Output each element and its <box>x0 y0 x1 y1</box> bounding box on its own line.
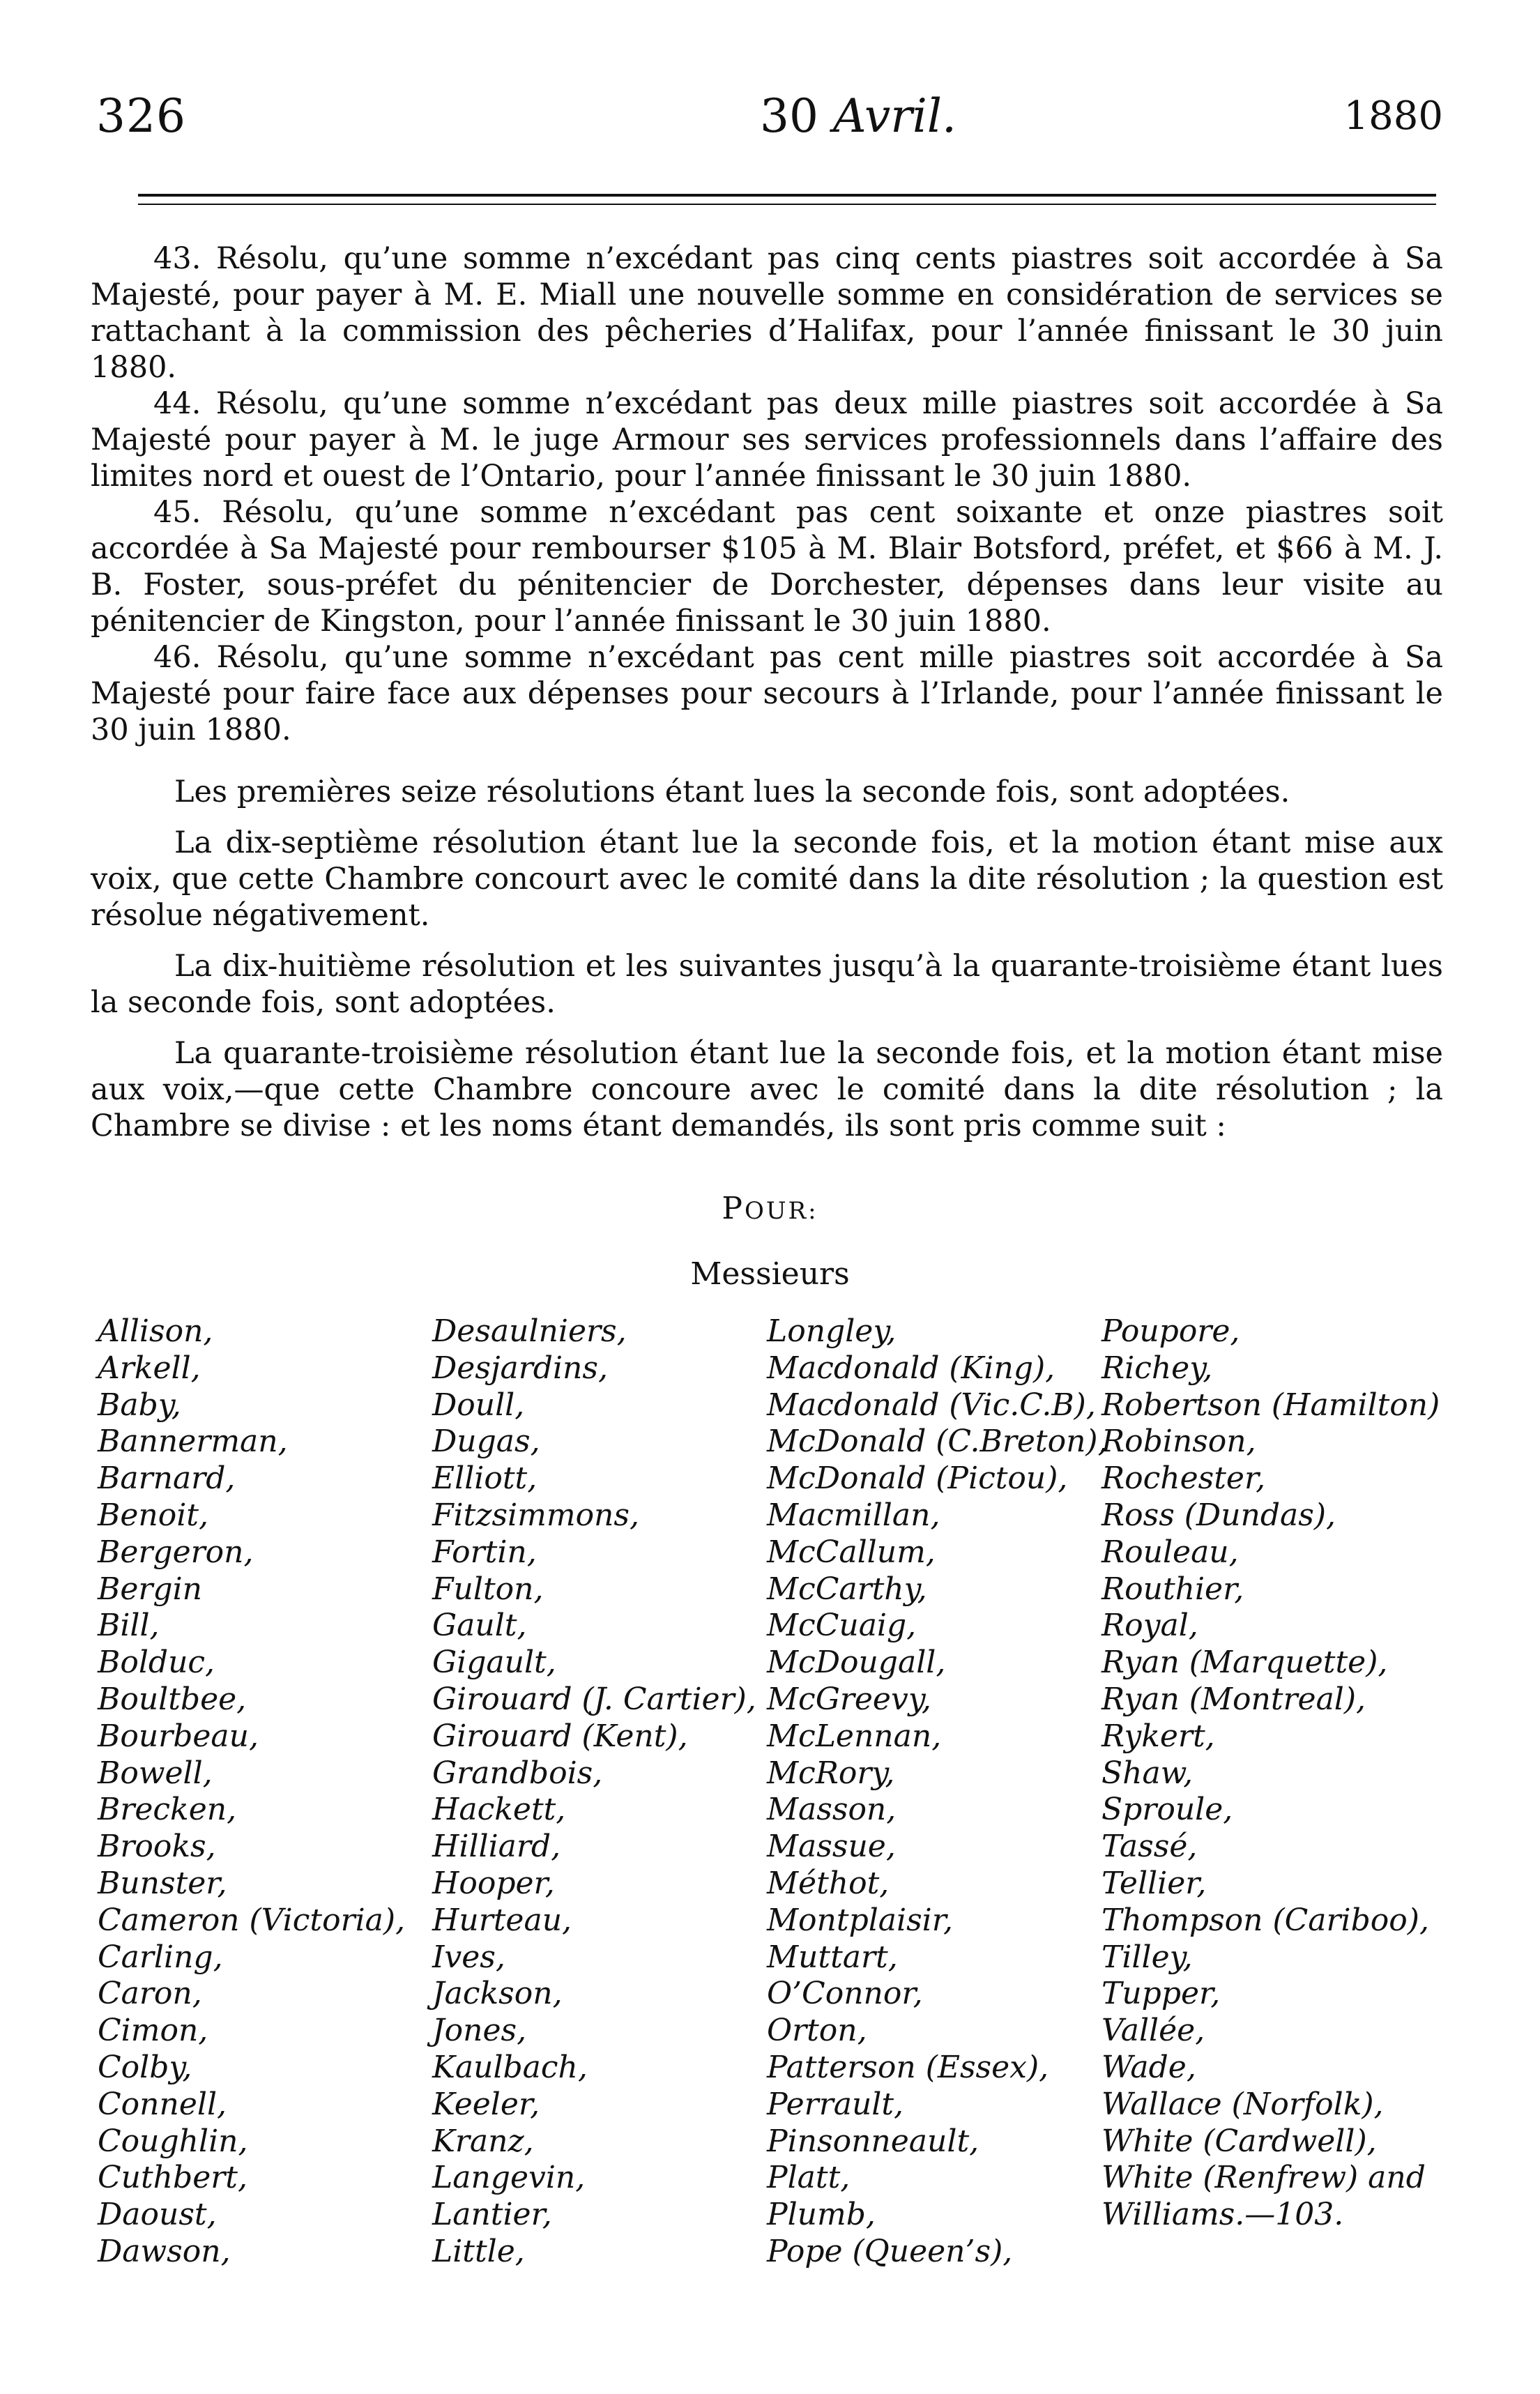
paragraph-first-sixteen: Les premières seize résolutions étant lues la seconde fois, sont adoptées. <box>174 775 1290 809</box>
vote-heading-initial: P <box>722 1191 745 1226</box>
vote-heading-pour <box>0 1191 1540 1226</box>
vote-name: Pope (Queen’s), <box>767 2233 1013 2269</box>
vote-name: Plumb, <box>767 2197 876 2233</box>
vote-name: Ryan (Marquette), <box>1101 1645 1388 1681</box>
names-column-2 <box>432 1313 756 2271</box>
vote-name: Hurteau, <box>432 1902 572 1938</box>
vote-name: Rochester, <box>1101 1461 1266 1497</box>
vote-name: Pinsonneault, <box>767 2123 979 2159</box>
vote-name: Tilley, <box>1101 1939 1193 1975</box>
vote-name: Bowell, <box>98 1755 213 1791</box>
vote-name: Robinson, <box>1101 1424 1256 1460</box>
vote-name: Méthot, <box>767 1865 890 1901</box>
vote-name: Royal, <box>1101 1608 1198 1644</box>
header-rule-thin <box>138 204 1436 205</box>
vote-name: Ross (Dundas), <box>1101 1497 1336 1533</box>
vote-name: Brecken, <box>98 1792 237 1828</box>
vote-name: Tupper, <box>1101 1976 1221 2012</box>
vote-name: Tassé, <box>1101 1829 1198 1865</box>
vote-name: Hilliard, <box>432 1829 561 1865</box>
vote-name: Fortin, <box>432 1534 537 1570</box>
vote-name: Macmillan, <box>767 1497 940 1533</box>
vote-name: Rykert, <box>1101 1718 1215 1754</box>
vote-name: Coughlin, <box>98 2123 248 2159</box>
vote-name: Benoit, <box>98 1497 208 1533</box>
vote-name: McDonald (Pictou), <box>767 1461 1068 1497</box>
paragraph-forty-third: La quarante-troisième résolution étant lue la seconde fois, et la motion étant mise aux voix,—que cette Chambre concoure avec le comité dans la dite résolution ; la Chambre se divise : et les noms étant demandés, ils sont pris comme suit : <box>91 1036 1443 1143</box>
vote-name: Arkell, <box>98 1350 201 1386</box>
vote-name: Wade, <box>1101 2049 1196 2085</box>
page-header <box>91 89 1450 152</box>
vote-name: Cameron (Victoria), <box>98 1902 406 1938</box>
header-rule-thick <box>138 194 1436 197</box>
vote-name: McRory, <box>767 1755 895 1791</box>
vote-name: Poupore, <box>1101 1313 1240 1349</box>
vote-name: Longley, <box>767 1313 897 1349</box>
vote-name: Platt, <box>767 2160 851 2196</box>
vote-name: Desjardins, <box>432 1350 608 1386</box>
vote-name: Ives, <box>432 1939 505 1975</box>
vote-name: McLennan, <box>767 1718 942 1754</box>
vote-name: Bergin <box>98 1571 202 1607</box>
vote-name: Gault, <box>432 1608 527 1644</box>
vote-name: Bannerman, <box>98 1424 288 1460</box>
vote-name: Baby, <box>98 1387 181 1423</box>
vote-name: Boultbee, <box>98 1681 247 1717</box>
vote-name: Bourbeau, <box>98 1718 259 1754</box>
vote-name: Richey, <box>1101 1350 1213 1386</box>
vote-name: McCuaig, <box>767 1608 917 1644</box>
vote-name: Massue, <box>767 1829 896 1865</box>
vote-name: Connell, <box>98 2086 227 2122</box>
vote-name: Langevin, <box>432 2160 586 2196</box>
page-year: 1880 <box>1343 93 1443 139</box>
vote-name: McDonald (C.Breton), <box>767 1424 1108 1460</box>
vote-name: Dawson, <box>98 2233 231 2269</box>
vote-heading-rest: OUR: <box>745 1197 818 1225</box>
paragraph-seventeenth: La dix-septième résolution étant lue la seconde fois, et la motion étant mise aux voix, que cette Chambre concourt avec le comité dans la dite résolution ; la question est résolue négativement. <box>91 825 1443 933</box>
vote-name: Carling, <box>98 1939 223 1975</box>
vote-name: Colby, <box>98 2049 192 2085</box>
vote-names-list <box>98 1313 1464 2345</box>
vote-name: Lantier, <box>432 2197 552 2233</box>
vote-name: Doull, <box>432 1387 525 1423</box>
vote-name: Barnard, <box>98 1461 236 1497</box>
vote-name: Robertson (Hamilton) <box>1101 1387 1440 1423</box>
vote-name: McCarthy, <box>767 1571 927 1607</box>
vote-name: Grandbois, <box>432 1755 603 1791</box>
paragraph-eighteenth: La dix-huitième résolution et les suivantes jusqu’à la quarante-troisième étant lues la seconde fois, sont adoptées. <box>91 949 1443 1020</box>
vote-name: Allison, <box>98 1313 213 1349</box>
vote-name: Williams.—103. <box>1101 2197 1344 2233</box>
vote-name: Shaw, <box>1101 1755 1194 1791</box>
vote-name: McGreevy, <box>767 1681 931 1717</box>
date-month: Avril. <box>832 89 956 143</box>
resolution-44: 44. Résolu, qu’une somme n’excédant pas deux mille piastres soit accordée à Sa Majesté pour payer à M. le juge Armour ses services professionnels dans l’affaire des limites nord et ouest de l’Ontario, pour l’année finissant le 30 juin 1880. <box>91 386 1443 494</box>
vote-name: Macdonald (Vic.C.B), <box>767 1387 1096 1423</box>
vote-name: Dugas, <box>432 1424 540 1460</box>
vote-name: Hooper, <box>432 1865 555 1901</box>
vote-name: Bolduc, <box>98 1645 215 1681</box>
vote-name: Little, <box>432 2233 525 2269</box>
date-day: 30 <box>760 89 818 143</box>
resolution-45: 45. Résolu, qu’une somme n’excédant pas cent soixante et onze piastres soit accordée à Sa Majesté pour rembourser $105 à M. Blair Botsford, préfet, et $66 à M. J. B. Foster, sous-préfet du pénitencier de Dorchester, dépenses dans leur visite au pénitencier de Kingston, pour l’année finissant le 30 juin 1880. <box>91 495 1443 639</box>
vote-subheading: Messieurs <box>690 1256 850 1292</box>
vote-name: Macdonald (King), <box>767 1350 1055 1386</box>
vote-name: Jones, <box>432 2013 527 2049</box>
vote-name: Kranz, <box>432 2123 534 2159</box>
vote-name: Bill, <box>98 1608 160 1644</box>
vote-name: Hackett, <box>432 1792 566 1828</box>
vote-name: Sproule, <box>1101 1792 1233 1828</box>
vote-name: O’Connor, <box>767 1976 923 2012</box>
resolution-46: 46. Résolu, qu’une somme n’excédant pas cent mille piastres soit accordée à Sa Majesté pour faire face aux dépenses pour secours à l’Irlande, pour l’année finissant le 30 juin 1880. <box>91 640 1443 747</box>
vote-name: Gigault, <box>432 1645 556 1681</box>
vote-name: Bunster, <box>98 1865 227 1901</box>
vote-name: Routhier, <box>1101 1571 1244 1607</box>
vote-name: Girouard (J. Cartier), <box>432 1681 756 1717</box>
vote-name: Montplaisir, <box>767 1902 953 1938</box>
vote-name: McDougall, <box>767 1645 946 1681</box>
vote-name: Desaulniers, <box>432 1313 627 1349</box>
vote-name: Bergeron, <box>98 1534 254 1570</box>
vote-name: Thompson (Cariboo), <box>1101 1902 1429 1938</box>
vote-name: Brooks, <box>98 1829 216 1865</box>
vote-name: Kaulbach, <box>432 2049 588 2085</box>
vote-name: Girouard (Kent), <box>432 1718 688 1754</box>
resolution-43: 43. Résolu, qu’une somme n’excédant pas cinq cents piastres soit accordée à Sa Majesté, pour payer à M. E. Miall une nouvelle somme en considération de services se rattachant à la commission des pêcheries d’Halifax, pour l’année finissant le 30 juin 1880. <box>91 241 1443 385</box>
vote-name: Orton, <box>767 2013 867 2049</box>
vote-name: Daoust, <box>98 2197 217 2233</box>
vote-name: Wallace (Norfolk), <box>1101 2086 1384 2122</box>
vote-name: Perrault, <box>767 2086 904 2122</box>
names-column-1 <box>98 1313 405 2271</box>
vote-name: Fulton, <box>432 1571 544 1607</box>
vote-name: Elliott, <box>432 1461 538 1497</box>
vote-name: Ryan (Montreal), <box>1101 1681 1366 1717</box>
vote-name: Patterson (Essex), <box>767 2049 1049 2085</box>
vote-name: White (Cardwell), <box>1101 2123 1377 2159</box>
vote-name: Vallée, <box>1101 2013 1205 2049</box>
names-column-3 <box>767 1313 1108 2271</box>
vote-name: Muttart, <box>767 1939 898 1975</box>
proceedings-section <box>91 774 1443 1159</box>
vote-name: Rouleau, <box>1101 1534 1239 1570</box>
page-date <box>760 89 956 143</box>
vote-name: Jackson, <box>432 1976 563 2012</box>
vote-name: Keeler, <box>432 2086 540 2122</box>
page-number: 326 <box>96 89 186 143</box>
vote-name: Caron, <box>98 1976 202 2012</box>
vote-name: McCallum, <box>767 1534 936 1570</box>
vote-name: Tellier, <box>1101 1865 1207 1901</box>
vote-name: Fitzsimmons, <box>432 1497 639 1533</box>
resolutions-section <box>91 241 1443 748</box>
vote-name: Masson, <box>767 1792 897 1828</box>
vote-name: Cimon, <box>98 2013 208 2049</box>
names-column-4 <box>1101 1313 1440 2234</box>
vote-name: Cuthbert, <box>98 2160 247 2196</box>
vote-name: White (Renfrew) and <box>1101 2160 1426 2196</box>
